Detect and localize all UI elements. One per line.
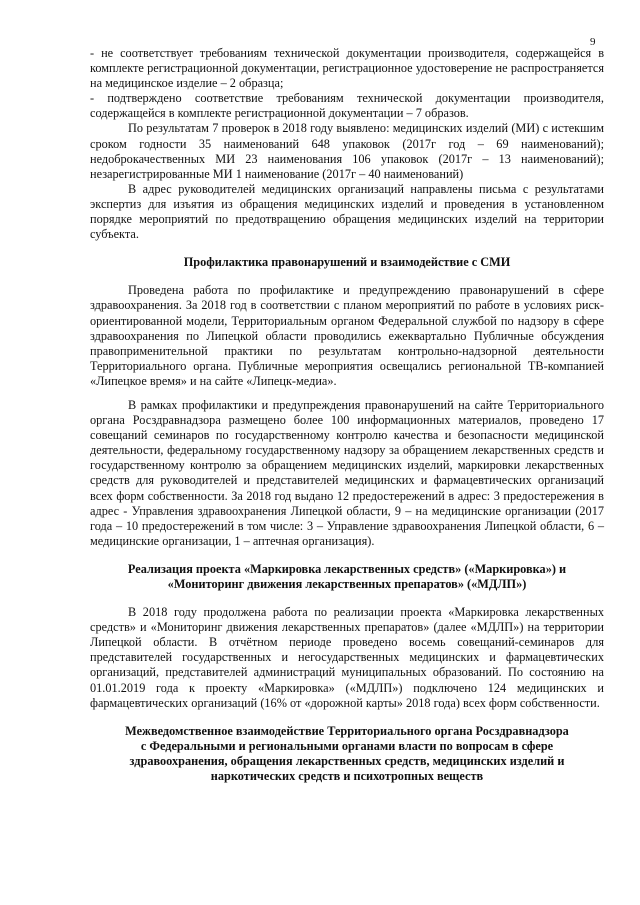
heading-interagency-line2: с Федеральными и региональными органами власти по вопросам в сфере [140,738,554,753]
heading-prevention: Профилактика правонарушений и взаимодействие с СМИ [183,255,511,270]
heading-interagency-line4: наркотических средств и психотропных веществ [210,769,484,784]
paragraph-nonconformity: - не соответствует требованиям технической документации производителя, содержащейся в комплекте регистрационной документации, регистрационное удостоверение не распространяется на медицинское изделие – 2 образца; [90,46,604,91]
paragraph-warnings: В рамках профилактики и предупреждения правонарушений на сайте Территориального органа Росздравнадзора размещено более 100 информационных материалов, проведено 17 совещаний семинаров по государственному контролю качества и безопасности медицинской деятельности, федеральному государственному надзору за обращением лекарственных средств и государственному контролю за обращением медицинских изделий, маркировки лекарственных средств для руководителей и представителей медицинских и фармацевтических организаций всех форм собственности. За 2018 год выдано 12 предостережений в адрес: 3 предостережения в адрес - Управления здравоохранения Липецкой области, 9 – на медицинские организации (2017 года – 10 предостережений в том числе: 3 – Управление здравоохранения Липецкой области, 6 – медицинские организации, 1 – аптечная организация). [90,397,604,548]
heading-interagency-line3: здравоохранения, обращения лекарственных средств, медицинских изделий и [129,753,565,768]
paragraph-letters: В адрес руководителей медицинских организаций направлены письма с результатами экспертиз для изъятия из обращения медицинских изделий и проведения в установленном порядке мероприятий по предотвращению обращения медицинских изделий на территории субъекта. [90,181,604,242]
heading-marking-project-line1: Реализация проекта «Маркировка лекарственных средств» («Маркировка») и [127,561,567,576]
heading-interagency-line1: Межведомственное взаимодействие Территориального органа Росздравнадзора [125,723,569,738]
heading-marking-project-line2: «Мониторинг движения лекарственных препаратов» («МДЛП») [167,577,527,591]
paragraph-marking-project: В 2018 году продолжена работа по реализации проекта «Маркировка лекарственных средств» и «Мониторинг движения лекарственных препаратов» (далее «МДЛП») на территории Липецкой области. В отчётном периоде проведено восемь совещаний-семинаров для представителей государственных и негосударственных медицинских и фармацевтических организаций, представителей администраций муниципальных образований. По состоянию на 01.01.2019 года к проекту «Маркировка» («МДЛП») подключено 124 медицинских и фармацевтических организаций (16% от «дорожной карты» 2018 года) всех форм собственности. [90,605,604,710]
paragraph-inspection-results: По результатам 7 проверок в 2018 году выявлено: медицинских изделий (МИ) с истекшим сроком годности 35 наименований 648 упаковок (2017г год – 69 наименований); недоброкачественных МИ 23 наименования 106 упаковок (2017г – 13 наименований); незарегистрированные МИ 1 наименование (2017г – 40 наименований) [90,121,604,181]
document-body [90,46,604,784]
paragraph-conformity: - подтверждено соответствие требованиям технической документации производителя, содержащейся в комплекте регистрационной документации – 7 образов. [90,91,604,121]
paragraph-prevention-work: Проведена работа по профилактике и предупреждению правонарушений в сфере здравоохранения. За 2018 год в соответствии с планом мероприятий по работе в условиях риск-ориентированной модели, Территориальным органом Федеральной службой по надзору в сфере здравоохранения по Липецкой области проводились ежеквартально Публичные обсуждения правоприменительной практики по результатам контрольно-надзорной деятельности Территориального органа. Публичные мероприятия освещались региональной ТВ-компанией «Липецкое время» и на сайте «Липецк-медиа». [90,283,604,388]
page-number: 9 [590,36,596,48]
